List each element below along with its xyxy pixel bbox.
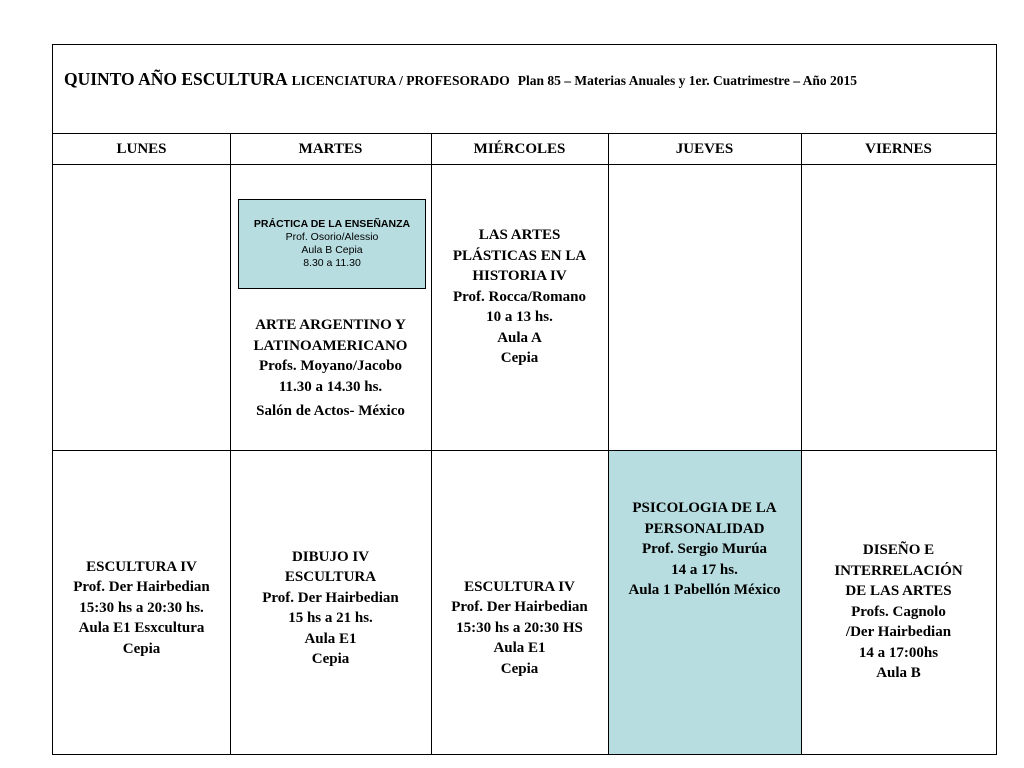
column-divider: [608, 134, 609, 754]
cell-miercoles-afternoon: [431, 450, 608, 754]
cell-line: Aula E1 Esxcultura: [78, 620, 205, 637]
cell-line: Prof. Rocca/Romano: [452, 288, 587, 305]
cell-line: 15:30 hs a 20:30 hs.: [79, 599, 204, 616]
cell-line: Aula E1: [304, 630, 357, 647]
cell-jueves-afternoon: [608, 450, 801, 754]
cell-line: Aula A: [497, 329, 542, 346]
cell-line: 14 a 17:00hs: [858, 644, 939, 661]
box-subject: PRÁCTICA DE LA ENSEÑANZA: [253, 218, 411, 230]
cell-line: ESCULTURA: [284, 569, 377, 585]
cell-line: ESCULTURA IV: [464, 578, 575, 595]
cell-line: DISEÑO E: [862, 542, 935, 559]
cell-line: PERSONALIDAD: [644, 520, 765, 537]
title-row: [53, 45, 996, 134]
cell-line: DE LAS ARTES: [845, 583, 952, 600]
box-prof: Prof. Osorio/Alessio: [285, 231, 379, 243]
day-header-miercoles: MIÉRCOLES: [473, 140, 566, 157]
cell-line: Cepia: [500, 350, 539, 366]
cell-line: Profs. Moyano/Jacobo: [258, 358, 403, 374]
day-header-row: [53, 134, 996, 165]
cell-line: ARTE ARGENTINO Y: [255, 317, 406, 333]
day-header-martes: MARTES: [298, 140, 363, 157]
title-main: QUINTO AÑO ESCULTURA: [64, 69, 288, 89]
cell-line: Prof. Sergio Murúa: [641, 541, 768, 557]
cell-viernes-afternoon: [801, 450, 996, 754]
cell-line: LAS ARTES: [478, 227, 561, 243]
cell-line: 11.30 a 14.30 hs.: [278, 378, 383, 395]
cell-line: Aula 1 Pabellón México: [628, 582, 781, 598]
cell-line: DIBUJO IV: [291, 548, 370, 565]
cell-line: /Der Hairbedian: [845, 624, 952, 641]
title-plan: Plan 85 – Materias Anuales y 1er. Cuatrimestre – Año 2015: [517, 73, 858, 88]
cell-line: HISTORIA IV: [472, 268, 567, 284]
schedule-table: [52, 44, 997, 755]
cell-line: Cepia: [122, 640, 161, 657]
cell-line: Cepia: [311, 651, 350, 667]
cell-line: PSICOLOGIA DE LA: [632, 500, 777, 516]
cell-martes-morning: [230, 315, 431, 422]
practica-ensenanza-box: [238, 199, 426, 289]
cell-line: Salón de Actos- México: [256, 403, 405, 419]
cell-line: Aula E1: [493, 640, 546, 657]
day-header-viernes: VIERNES: [865, 140, 932, 157]
cell-line: Cepia: [500, 660, 539, 677]
cell-miercoles-morning: [431, 225, 608, 369]
cell-lunes-afternoon: [53, 450, 230, 754]
day-header-lunes: LUNES: [116, 140, 167, 157]
cell-line: Prof. Der Hairbedian: [451, 599, 588, 616]
cell-line: Prof. Der Hairbedian: [73, 579, 210, 596]
cell-line: 10 a 13 hs.: [486, 309, 553, 325]
cell-line: 15:30 hs a 20:30 HS: [456, 619, 583, 636]
box-room: Aula B Cepia: [301, 244, 363, 256]
cell-martes-afternoon: [230, 450, 431, 754]
cell-line: LATINOAMERICANO: [253, 337, 408, 354]
cell-line: ESCULTURA IV: [86, 558, 197, 575]
cell-line: Aula B: [876, 665, 921, 682]
box-time: 8.30 a 11.30: [303, 257, 361, 269]
page-title: [64, 69, 857, 90]
cell-line: 15 hs a 21 hs.: [288, 610, 373, 626]
cell-line: Prof. Der Hairbedian: [262, 589, 399, 606]
cell-line: INTERRELACIÓN: [834, 562, 963, 579]
day-header-jueves: JUEVES: [675, 140, 734, 157]
cell-line: PLÁSTICAS EN LA: [452, 247, 587, 264]
cell-line: 14 a 17 hs.: [671, 561, 738, 578]
title-sub: LICENCIATURA / PROFESORADO: [291, 73, 510, 88]
cell-line: Profs. Cagnolo: [851, 603, 946, 620]
